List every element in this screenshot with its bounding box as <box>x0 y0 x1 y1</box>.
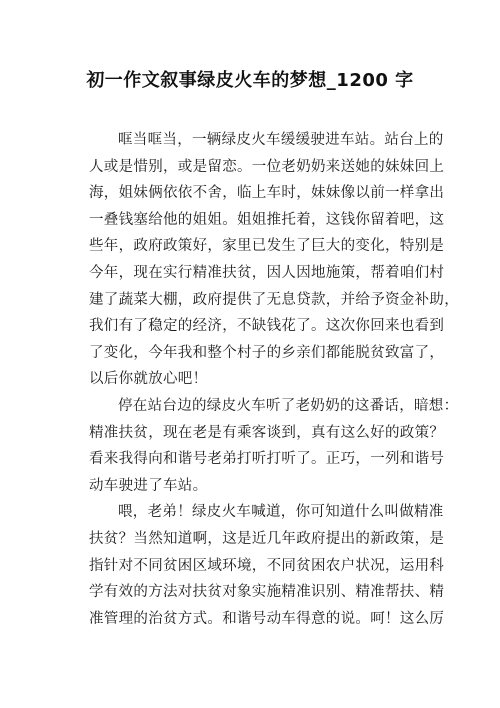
document-body <box>89 127 459 632</box>
text-line: 停在站台边的绿皮火车听了老奶奶的这番话，暗想： <box>118 397 459 414</box>
text-line: 准管理的治贫方式。和谐号动车得意的说。呵！这么厉 <box>89 610 445 627</box>
text-line: 看来我得向和谐号老弟打听打听了。正巧，一列和谐号 <box>89 451 445 468</box>
paragraph <box>89 393 459 499</box>
text-line: 今年，现在实行精准扶贫，因人因地施策，帮着咱们村 <box>89 264 445 281</box>
text-line: 建了蔬菜大棚，政府提供了无息贷款，并给予资金补助， <box>89 291 459 308</box>
paragraph <box>89 127 459 393</box>
text-line: 精准扶贫，现在老是有乘客谈到，真有这么好的政策？ <box>89 424 445 441</box>
paragraph <box>89 499 445 632</box>
text-line: 哐当哐当，一辆绿皮火车缓缓驶进车站。站台上的 <box>118 132 444 148</box>
text-line: 喂，老弟！绿皮火车喊道，你可知道什么叫做精准 <box>118 504 444 521</box>
text-line: 海，姐妹俩依依不舍，临上车时，妹妹像以前一样拿出 <box>89 185 445 202</box>
text-line: 扶贫？当然知道啊，这是近几年政府提出的新政策，是 <box>89 530 445 547</box>
text-line: 指针对不同贫困区域环境，不同贫困农户状况，运用科 <box>89 557 445 574</box>
text-line: 学有效的方法对扶贫对象实施精准识别、精准帮扶、精 <box>89 584 445 601</box>
text-line: 一叠钱塞给他的姐姐。姐姐推托着，这钱你留着吧，这 <box>89 211 445 228</box>
text-line: 以后你就放心吧！ <box>89 371 208 388</box>
text-line: 了变化，今年我和整个村子的乡亲们都能脱贫致富了， <box>89 344 445 361</box>
text-line: 人或是惜别，或是留恋。一位老奶奶来送她的妹妹回上 <box>89 158 445 175</box>
text-line: 我们有了稳定的经济，不缺钱花了。这次你回来也看到 <box>89 318 445 335</box>
document-title: 初一作文叙事绿皮火车的梦想_1200 字 <box>86 70 414 91</box>
text-line: 些年，政府政策好，家里已发生了巨大的变化，特别是 <box>89 238 445 255</box>
text-line: 动车驶进了车站。 <box>89 477 208 494</box>
